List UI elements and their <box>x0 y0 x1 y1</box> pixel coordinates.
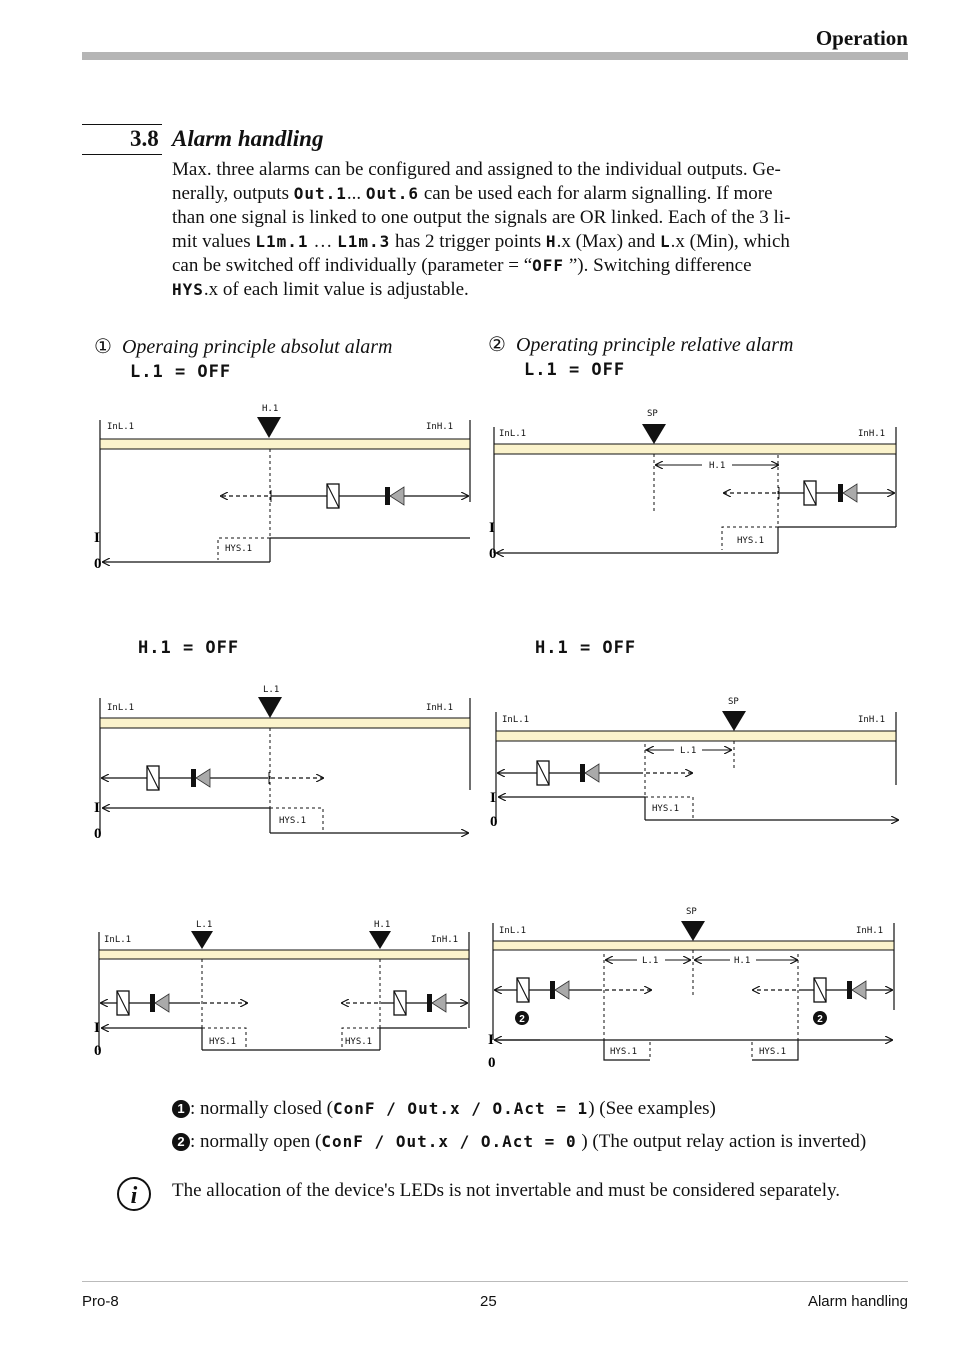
i-label: I <box>94 530 100 546</box>
intro-line-4: mit values L1m.1 … L1m.3 has 2 trigger points H.x (Max) and L.x (Min), which <box>172 231 790 252</box>
hys-label: HYS.1 <box>209 1037 237 1047</box>
info-icon: i <box>117 1177 151 1211</box>
i-label: I <box>489 520 495 536</box>
footer-rule <box>82 1281 908 1282</box>
mark-2: 2 <box>817 1014 823 1025</box>
l1-label: L.1 <box>263 685 280 695</box>
section-number: 3.8 <box>130 126 159 151</box>
zero-label: 0 <box>489 546 497 562</box>
out1-code: Out.1 <box>293 184 347 203</box>
header-title: Operation <box>815 26 908 50</box>
zero-label: 0 <box>94 1043 102 1059</box>
intro-line-1: Max. three alarms can be configured and assigned to the individual outputs. Ge- <box>172 159 781 180</box>
inh-label: InH.1 <box>856 926 884 936</box>
caption-h-off-right: H.1 = OFF <box>535 638 637 658</box>
off-code: OFF <box>532 256 565 275</box>
zero-label: 0 <box>94 556 102 572</box>
l1-label: L.1 <box>196 920 213 930</box>
inl-label: InL.1 <box>502 715 530 725</box>
h1-label: H.1 <box>709 461 726 471</box>
caption-relative: ② Operating principle relative alarm <box>488 334 794 356</box>
intro-line-5: can be switched off individually (parameter = “OFF ”). Switching difference <box>172 255 752 276</box>
diagram-6 <box>488 907 894 1071</box>
diagram-3 <box>94 685 470 842</box>
intro-line-3: than one signal is linked to one output the signals are OR linked. Each of the 3 li- <box>172 207 791 228</box>
zero-label: 0 <box>490 814 498 830</box>
legend-normally-open: 2 : normally open (ConF / Out.x / O.Act = 0 ) (The output relay action is inverted) <box>172 1131 866 1153</box>
sp-label: SP <box>647 409 658 419</box>
caption-h-off-left: H.1 = OFF <box>138 638 240 658</box>
sp-label: SP <box>686 907 697 917</box>
hys-label: HYS.1 <box>279 816 307 826</box>
inh-label: InH.1 <box>426 703 454 713</box>
lim1-code: L1m.1 <box>255 232 309 251</box>
caption-absolute-param: L.1 = OFF <box>130 362 232 382</box>
caption-absolute: ① Operaing principle absolut alarm <box>94 336 393 358</box>
i-label: I <box>94 800 100 816</box>
diagram-4 <box>490 697 898 830</box>
intro-line-2: nerally, outputs Out.1... Out.6 can be used each for alarm signalling. If more <box>172 183 773 204</box>
l1-label: L.1 <box>642 956 659 966</box>
hys-label: HYS.1 <box>737 536 765 546</box>
h1-label: H.1 <box>374 920 391 930</box>
bullet-1: 1 <box>172 1100 190 1118</box>
mark-2: 2 <box>519 1014 525 1025</box>
diagram-5 <box>94 920 469 1059</box>
hys-label: HYS.1 <box>759 1047 787 1057</box>
sp-label: SP <box>728 697 739 707</box>
inl-label: InL.1 <box>499 429 527 439</box>
inl-label: InL.1 <box>104 935 132 945</box>
intro-line-6: HYS.x of each limit value is adjustable. <box>172 279 469 300</box>
i-label: I <box>94 1020 100 1036</box>
hys-label: HYS.1 <box>652 804 680 814</box>
inh-label: InH.1 <box>858 429 886 439</box>
hys-label: HYS.1 <box>225 544 253 554</box>
zero-label: 0 <box>94 826 102 842</box>
inh-label: InH.1 <box>858 715 886 725</box>
h1-label: H.1 <box>262 404 279 414</box>
l1-label: L.1 <box>680 746 697 756</box>
lim3-code: L1m.3 <box>337 232 391 251</box>
hys-code: HYS <box>172 280 204 299</box>
legend-normally-closed: 1 : normally closed (ConF / Out.x / O.Act = 1) (See examples) <box>172 1098 716 1120</box>
inl-label: InL.1 <box>107 422 135 432</box>
note-text: The allocation of the device's LEDs is not invertable and must be considered separately. <box>172 1180 841 1201</box>
diagram-1 <box>94 404 470 572</box>
i-label: I <box>488 1032 494 1048</box>
diagram-2 <box>489 409 896 562</box>
inl-label: InL.1 <box>499 926 527 936</box>
hys-label: HYS.1 <box>345 1037 373 1047</box>
caption-relative-param: L.1 = OFF <box>524 360 626 380</box>
out6-code: Out.6 <box>365 184 420 203</box>
bullet-2: 2 <box>172 1133 190 1151</box>
footer-right: Alarm handling <box>807 1293 908 1310</box>
section-title: Alarm handling <box>172 126 324 151</box>
page-number: 25 <box>480 1293 497 1310</box>
footer-left: Pro-8 <box>82 1293 119 1310</box>
inh-label: InH.1 <box>431 935 459 945</box>
zero-label: 0 <box>488 1055 496 1071</box>
hys-label: HYS.1 <box>610 1047 638 1057</box>
inl-label: InL.1 <box>107 703 135 713</box>
inh-label: InH.1 <box>426 422 454 432</box>
i-label: I <box>490 790 496 806</box>
h1-label: H.1 <box>734 956 751 966</box>
